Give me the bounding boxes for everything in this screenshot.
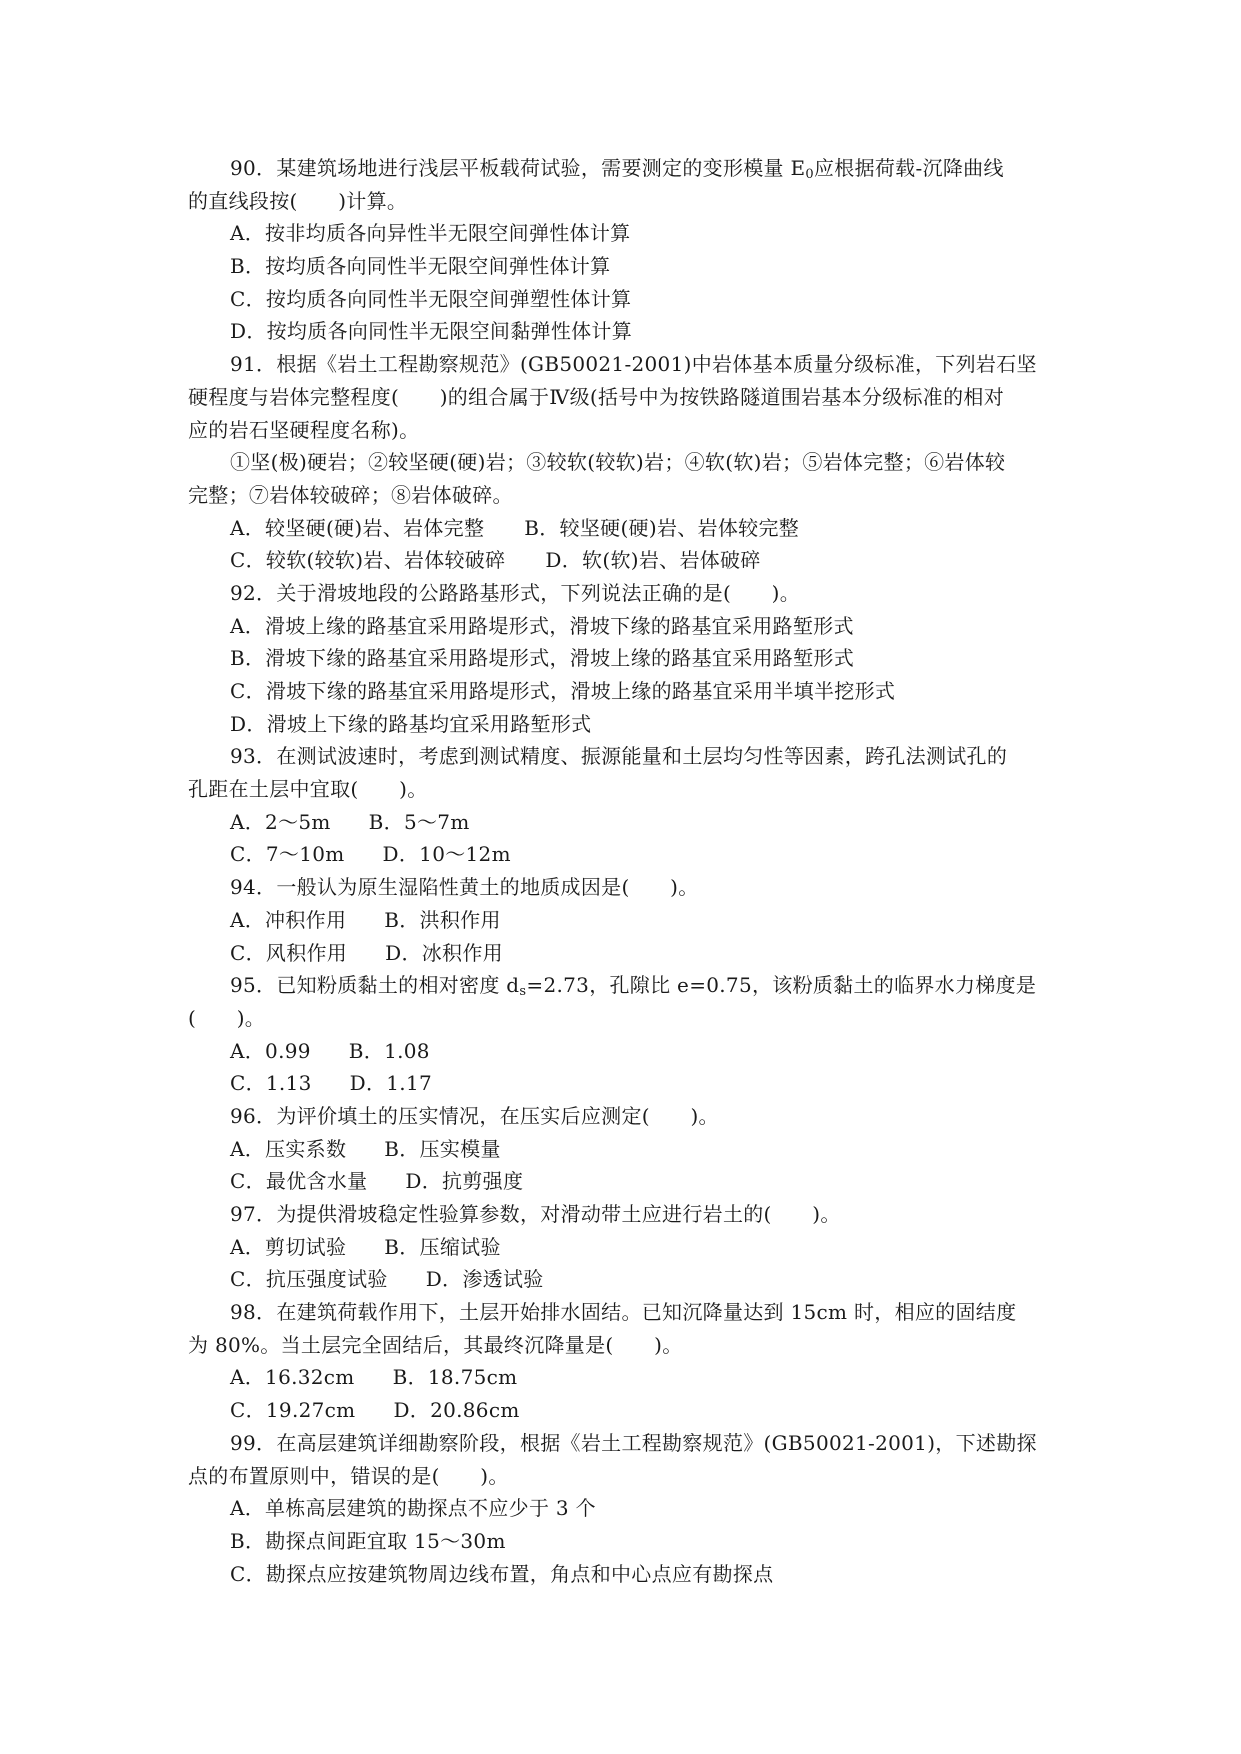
question-96-options-row-1: [188, 1133, 1068, 1166]
question-96-option-c: C．最优含水量: [230, 1169, 368, 1194]
question-93-options-row-1: [188, 806, 1068, 839]
question-91-note-line-2: 完整；⑦岩体较破碎；⑧岩体破碎。: [188, 482, 513, 507]
question-98-option-d: D．20.86cm: [393, 1398, 520, 1423]
question-96-stem: 96．为评价填土的压实情况，在压实后应测定( )。: [230, 1103, 719, 1128]
question-94-option-a: A．冲积作用: [230, 907, 347, 932]
question-94-option-b: B．洪积作用: [384, 907, 501, 932]
question-93-options-row-2: [188, 838, 1068, 871]
question-93-stem-line-1: 93．在测试波速时，考虑到测试精度、振源能量和土层均匀性等因素，跨孔法测试孔的: [230, 744, 1008, 769]
question-90-option-d: D．按均质各向同性半无限空间黏弹性体计算: [230, 319, 633, 344]
question-94-options-row-2: [188, 937, 1068, 970]
question-90-option-b: B．按均质各向同性半无限空间弹性体计算: [230, 254, 611, 279]
question-96-options-row-2: [188, 1165, 1068, 1198]
question-97-option-a: A．剪切试验: [230, 1234, 347, 1259]
question-90-option-c: C．按均质各向同性半无限空间弹塑性体计算: [230, 286, 632, 311]
question-95-stem-line-2: ( )。: [188, 1005, 266, 1030]
question-97-options-row-1: [188, 1231, 1068, 1264]
question-95-option-c: C．1.13: [230, 1071, 312, 1096]
question-91-option-c: C．较软(较软)岩、岩体较破碎: [230, 548, 506, 573]
question-91-option-d: D．软(软)岩、岩体破碎: [545, 548, 761, 573]
question-97-options-row-2: [188, 1263, 1068, 1296]
question-96-option-a: A．压实系数: [230, 1136, 347, 1161]
question-98-option-a: A．16.32cm: [230, 1365, 355, 1390]
question-90-stem-line-1: 90．某建筑场地进行浅层平板载荷试验，需要测定的变形模量 $E_0$应根据荷载-沉降曲线: [230, 156, 1004, 182]
question-92-option-b: B．滑坡下缘的路基宜采用路堤形式，滑坡上缘的路基宜采用路堑形式: [230, 646, 854, 671]
question-92-option-c: C．滑坡下缘的路基宜采用路堤形式，滑坡上缘的路基宜采用半填半挖形式: [230, 679, 896, 703]
question-94-option-c: C．风积作用: [230, 940, 348, 965]
question-95-options-row-1: [188, 1035, 1068, 1068]
question-95-option-b: B．1.08: [348, 1038, 430, 1063]
question-94-option-d: D．冰积作用: [385, 940, 503, 965]
question-97-option-c: C．抗压强度试验: [230, 1267, 388, 1292]
question-98-options-row-1: [188, 1361, 1068, 1394]
question-91-options-row-1: [188, 512, 1068, 545]
question-99-option-b: B．勘探点间距宜取 15～30m: [230, 1528, 506, 1553]
question-96-option-d: D．抗剪强度: [405, 1169, 524, 1194]
question-91-option-a: A．较坚硬(硬)岩、岩体完整: [230, 515, 485, 540]
question-98-option-c: C．19.27cm: [230, 1398, 356, 1423]
question-96-option-b: B．压实模量: [384, 1136, 501, 1161]
question-93-option-a: A．2～5m: [230, 809, 331, 834]
question-93-stem-line-2: 孔距在土层中宜取( )。: [188, 777, 428, 802]
question-93-option-b: B．5～7m: [368, 809, 470, 834]
question-98-option-b: B．18.75cm: [392, 1365, 518, 1390]
question-93-option-d: D．10～12m: [382, 842, 511, 867]
question-92-stem: 92．关于滑坡地段的公路路基形式，下列说法正确的是( )。: [230, 580, 801, 605]
question-95-options-row-2: [188, 1067, 1068, 1100]
question-94-options-row-1: [188, 904, 1068, 937]
question-98-stem-line-2: 为 80%。当土层完全固结后，其最终沉降量是( )。: [188, 1332, 683, 1357]
question-92-option-d: D．滑坡上下缘的路基均宜采用路堑形式: [230, 711, 592, 736]
question-93-option-c: C．7～10m: [230, 842, 345, 867]
question-91-stem-line-3: 应的岩石坚硬程度名称)。: [188, 417, 420, 442]
question-98-stem-line-1: 98．在建筑荷载作用下，土层开始排水固结。已知沉降量达到 15cm 时，相应的固结度: [230, 1300, 1017, 1325]
question-91-note-line-1: ①坚(极)硬岩；②较坚硬(硬)岩；③较软(较软)岩；④软(软)岩；⑤岩体完整；⑥岩体较: [230, 450, 1006, 475]
question-95-option-d: D．1.17: [349, 1071, 433, 1096]
question-99-stem-line-2: 点的布置原则中，错误的是( )。: [188, 1463, 509, 1488]
question-91-options-row-2: [188, 544, 1068, 577]
question-95-option-a: A．0.99: [230, 1038, 311, 1063]
question-94-stem: 94．一般认为原生湿陷性黄土的地质成因是( )。: [230, 875, 699, 900]
question-97-stem: 97．为提供滑坡稳定性验算参数，对滑动带土应进行岩土的( )。: [230, 1202, 841, 1226]
question-90-option-a: A．按非均质各向异性半无限空间弹性体计算: [230, 221, 631, 246]
question-92-option-a: A．滑坡上缘的路基宜采用路堤形式，滑坡下缘的路基宜采用路堑形式: [230, 613, 854, 638]
question-97-option-d: D．渗透试验: [425, 1267, 544, 1292]
question-97-option-b: B．压缩试验: [384, 1234, 501, 1259]
question-91-stem-line-1: 91．根据《岩土工程勘察规范》(GB50021-2001)中岩体基本质量分级标准，下列岩石坚: [230, 352, 1037, 377]
question-98-options-row-2: [188, 1394, 1068, 1427]
question-99-option-a: A．单栋高层建筑的勘探点不应少于 3 个: [230, 1496, 596, 1521]
question-list: [188, 152, 1068, 1590]
question-91-stem-line-2: 硬程度与岩体完整程度( )的组合属于Ⅳ级(括号中为按铁路隧道围岩基本分级标准的相对: [188, 384, 1004, 409]
question-95-stem-line-1: 95．已知粉质黏土的相对密度 $d_s=2.73$，孔隙比 e=0.75，该粉质黏土的临界水力梯度是: [230, 973, 1037, 1000]
question-90-stem-line-2: 的直线段按( )计算。: [188, 188, 408, 213]
question-99-stem-line-1: 99．在高层建筑详细勘察阶段，根据《岩土工程勘察规范》(GB50021-2001)，下述勘探: [230, 1430, 1037, 1455]
question-91-option-b: B．较坚硬(硬)岩、岩体较完整: [524, 515, 800, 540]
question-99-option-c: C．勘探点应按建筑物周边线布置，角点和中心点应有勘探点: [230, 1561, 774, 1586]
